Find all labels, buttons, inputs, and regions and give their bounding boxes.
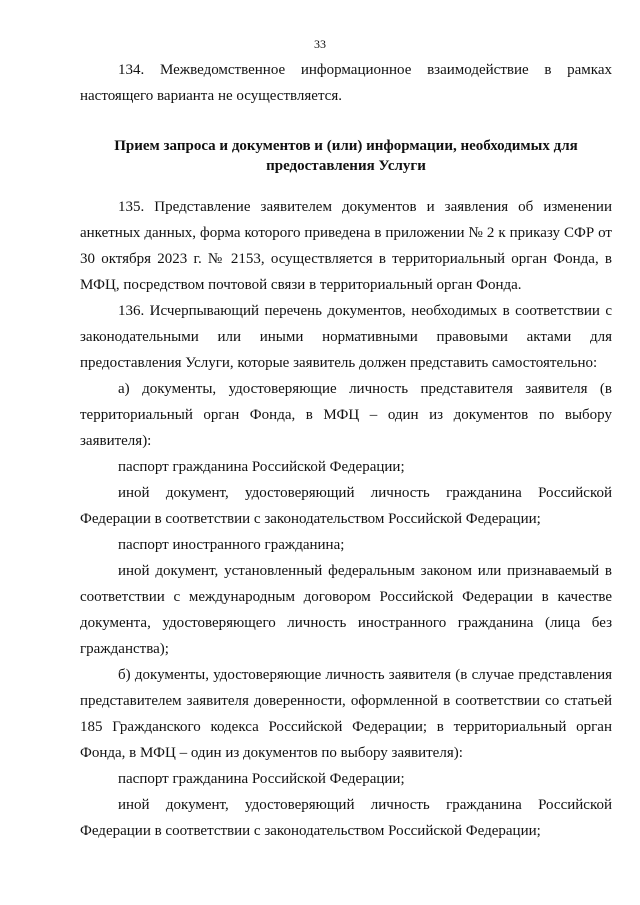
list-item-other-doc-rf: иной документ, удостоверяющий личность гражданина Российской Федерации в соответствии с законодательством Российской Федерации; <box>80 485 612 527</box>
section-heading: Прием запроса и документов и (или) информации, необходимых для предоставления Услуги <box>114 138 578 174</box>
list-item-passport-rf: паспорт гражданина Российской Федерации; <box>118 459 405 475</box>
list-item-foreign-passport: паспорт иностранного гражданина; <box>118 537 345 553</box>
paragraph-134: 134. Межведомственное информационное взаимодействие в рамках настоящего варианта не осуществляется. <box>80 62 612 104</box>
list-item-a: а) документы, удостоверяющие личность представителя заявителя (в территориальный орган Фонда, в МФЦ – один из документов по выбору заявителя): <box>80 381 612 449</box>
list-item-other-doc-foreign: иной документ, установленный федеральным законом или признаваемый в соответствии с международным договором Российской Федерации в качестве документа, удостоверяющего личность иностранного гражданина (лица без гражданства); <box>80 563 612 657</box>
list-item-other-doc-rf-2: иной документ, удостоверяющий личность гражданина Российской Федерации в соответствии с законодательством Российской Федерации; <box>80 797 612 839</box>
list-item-passport-rf-2: паспорт гражданина Российской Федерации; <box>118 771 405 787</box>
paragraph-136: 136. Исчерпывающий перечень документов, необходимых в соответствии с законодательными или иными нормативными правовыми актами для предоставления Услуги, которые заявитель должен представить самостоятельно: <box>80 303 612 371</box>
page-number: 33 <box>314 37 326 51</box>
list-item-b: б) документы, удостоверяющие личность заявителя (в случае представления представителем заявителя доверенности, оформленной в соответствии со статьей 185 Гражданского кодекса Российской Федерации; в территориальный орган Фонда, в МФЦ – один из документов по выбору заявителя): <box>80 667 612 761</box>
page-content <box>80 57 612 844</box>
paragraph-135: 135. Представление заявителем документов и заявления об изменении анкетных данных, форма которого приведена в приложении № 2 к приказу СФР от 30 октября 2023 г. № 2153, осуществляется в территориальный орган Фонда, в МФЦ, посредством почтовой связи в территориальный орган Фонда. <box>80 199 612 293</box>
